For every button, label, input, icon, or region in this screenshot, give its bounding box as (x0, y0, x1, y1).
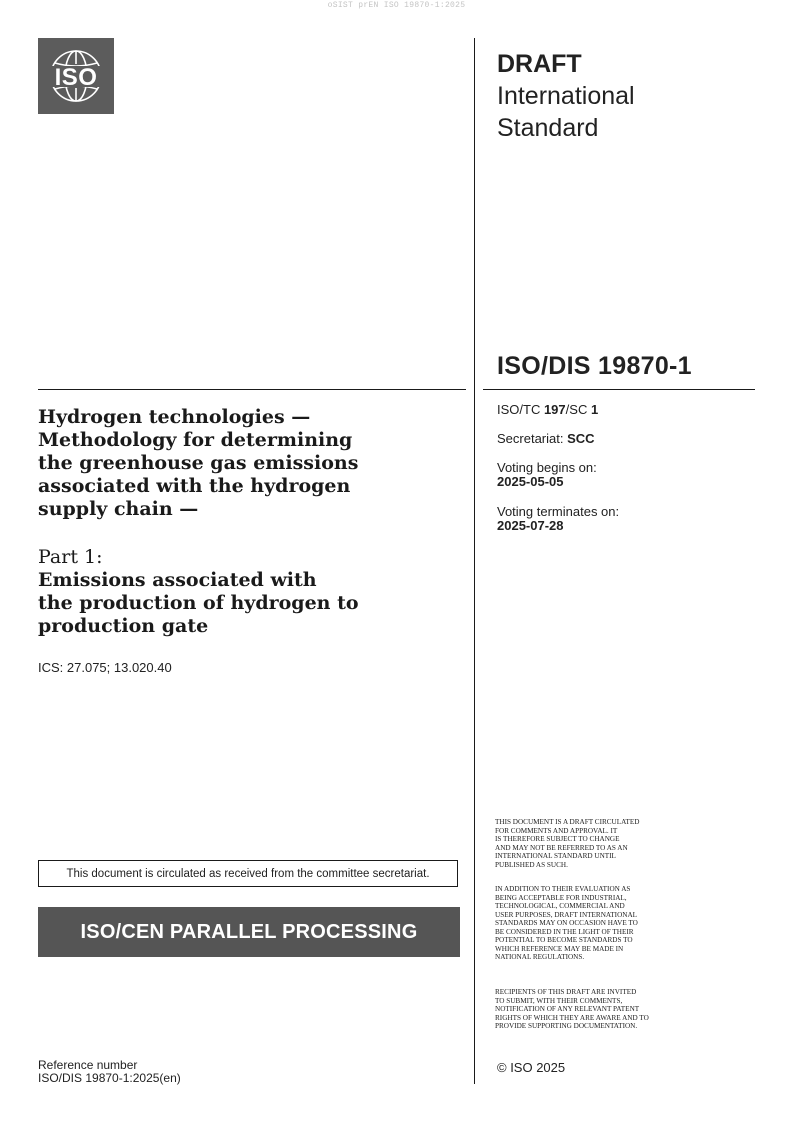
standard-number: ISO/DIS 19870-1 (497, 352, 692, 380)
circulated-note: This document is circulated as received from the committee secretariat. (38, 860, 458, 887)
part-label: Part 1: (38, 546, 103, 568)
document-title: Hydrogen technologies — Methodology for determining the greenhouse gas emissions associated with the hydrogen supply chain — (38, 406, 359, 520)
international-label: International (497, 82, 635, 110)
committee-line: ISO/TC 197/SC 1 (497, 402, 599, 417)
disclaimer-paragraph-1: THIS DOCUMENT IS A DRAFT CIRCULATED FOR COMMENTS AND APPROVAL. IT IS THEREFORE SUBJECT TO CHANGE AND MAY NOT BE REFERRED TO AS AN INTERNATIONAL STANDARD UNTIL PUBLISHED AS SUCH. (495, 818, 640, 869)
reference-number-value: ISO/DIS 19870-1:2025(en) (38, 1071, 181, 1085)
voting-begins-date: 2025-05-05 (497, 474, 564, 489)
parallel-processing-banner: ISO/CEN PARALLEL PROCESSING (38, 907, 460, 957)
part-title: Emissions associated with the production of hydrogen to production gate (38, 569, 359, 637)
disclaimer-paragraph-3: RECIPIENTS OF THIS DRAFT ARE INVITED TO SUBMIT, WITH THEIR COMMENTS, NOTIFICATION OF ANY RELEVANT PATENT RIGHTS OF WHICH THEY ARE AWARE AND TO PROVIDE SUPPORTING DOCUMENTATION. (495, 988, 649, 1030)
reference-number (38, 1059, 181, 1085)
svg-text:ISO: ISO (54, 64, 98, 91)
disclaimer-paragraph-2: IN ADDITION TO THEIR EVALUATION AS BEING ACCEPTABLE FOR INDUSTRIAL, TECHNOLOGICAL, COMMERCIAL AND USER PURPOSES, DRAFT INTERNATIONAL STANDARDS MAY ON OCCASION HAVE TO BE CONSIDERED IN THE LIGHT OF THEIR POTENTIAL TO BECOME STANDARDS TO WHICH REFERENCE MAY BE MADE IN NATIONAL REGULATIONS. (495, 885, 638, 961)
standard-label: Standard (497, 114, 599, 142)
horizontal-divider-right (483, 389, 755, 390)
voting-begins-label: Voting begins on: (497, 460, 597, 475)
draft-label: DRAFT (497, 50, 582, 78)
secretariat-line: Secretariat: SCC (497, 431, 595, 446)
voting-terminates (497, 505, 619, 533)
horizontal-divider-left (38, 389, 466, 390)
voting-begins (497, 461, 597, 489)
voting-terminates-date: 2025-07-28 (497, 518, 564, 533)
ics-codes: ICS: 27.075; 13.020.40 (38, 660, 172, 675)
iso-globe-icon (38, 38, 114, 114)
reference-number-label: Reference number (38, 1058, 138, 1072)
vertical-divider (474, 38, 475, 1084)
watermark: oSIST prEN ISO 19870-1:2025 (327, 1, 466, 10)
copyright: © ISO 2025 (497, 1060, 566, 1075)
voting-terminates-label: Voting terminates on: (497, 504, 620, 519)
iso-logo (38, 38, 114, 114)
document-type (497, 48, 635, 144)
